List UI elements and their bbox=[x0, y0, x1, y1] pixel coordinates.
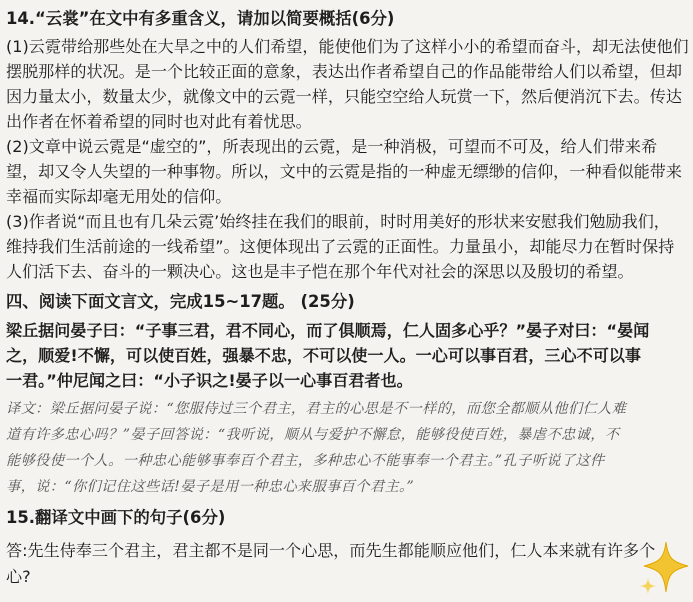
sparkle-icon bbox=[636, 540, 692, 596]
q14-answer-line: 望，却又令人失望的一种事物。所以，文中的云霓是指的一种虚无缥缈的信仰，一种看似能带来 bbox=[6, 162, 682, 181]
classical-passage-line: 梁丘据问晏子曰：“子事三君，君不同心，而了俱顺焉，仁人固多心乎？”晏子对曰：“晏闻 bbox=[6, 321, 650, 340]
translation-line: 能够役使一个人。一种忠心能够事奉百个君主，多种忠心不能事奉一个君主。”孔子听说了这件 bbox=[6, 453, 605, 469]
translation-line: 事，说：“你们记住这些话!晏子是用一种忠心来服事百个君主。” bbox=[6, 479, 415, 495]
q14-answer-line: (3)作者说“而且也有几朵云霓’始终挂在我们的眼前，时时用美好的形状来安慰我们勉励我们， bbox=[6, 212, 670, 231]
q15-answer-line: 心? bbox=[6, 567, 31, 586]
q14-answer-line: 摆脱那样的状况。是一个比较正面的意象，表达出作者希望自己的作品能带给人们以希望，但却 bbox=[6, 62, 682, 81]
translation-line: 译文：梁丘据问晏子说：“您服侍过三个君主，君主的心思是不一样的，而您全都顺从他们仁人难 bbox=[6, 401, 627, 417]
classical-passage-line: 一君。”仲尼闻之曰：“小子识之!晏子以一心事百君者也。 bbox=[6, 371, 413, 390]
q14-answer-line: 出作者在怀着希望的同时也对此有着忧思。 bbox=[6, 112, 312, 131]
q15-answer-line: 答:先生侍奉三个君主，君主都不是同一个心思，而先生都能顺应他们，仁人本来就有许多个 bbox=[6, 541, 656, 560]
section-4-title: 四、阅读下面文言文，完成15~17题。 (25分) bbox=[6, 292, 355, 311]
q14-answer-line: 因力量太小，数量太少，就像文中的云霓一样，只能空空给人玩赏一下，然后便消沉下去。传达 bbox=[6, 87, 682, 106]
question-14-title: 14.“云裳”在文中有多重含义，请加以简要概括(6分) bbox=[6, 9, 395, 28]
classical-passage-line: 之，顺爱!不懈，可以使百姓，强暴不忠，不可以使一人。一心可以事百君，三心不可以事 bbox=[6, 346, 641, 365]
q14-answer-line: 维持我们生活前途的一线希望”。这便体现出了云霓的正面性。力量虽小，却能尽力在暂时保持 bbox=[6, 237, 675, 256]
q14-answer-line: (2)文章中说云霓是“虚空的”，所表现出的云霓，是一种消极，可望而不可及，给人们带来希 bbox=[6, 137, 658, 156]
q14-answer-line: 人们活下去、奋斗的一颗决心。这也是丰子恺在那个年代对社会的深思以及殷切的希望。 bbox=[6, 262, 634, 281]
question-15-title: 15.翻译文中画下的句子(6分) bbox=[6, 508, 226, 527]
q14-answer-line: (1)云霓带给那些处在大旱之中的人们希望，能使他们为了这样小小的希望而奋斗，却无法使他们 bbox=[6, 37, 689, 56]
q14-answer-line: 幸福而实际却毫无用处的信仰。 bbox=[6, 187, 232, 206]
translation-line: 道有许多忠心吗？”晏子回答说：“我听说，顺从与爱护不懈怠，能够役使百姓，暴虐不忠诚，不 bbox=[6, 427, 620, 443]
